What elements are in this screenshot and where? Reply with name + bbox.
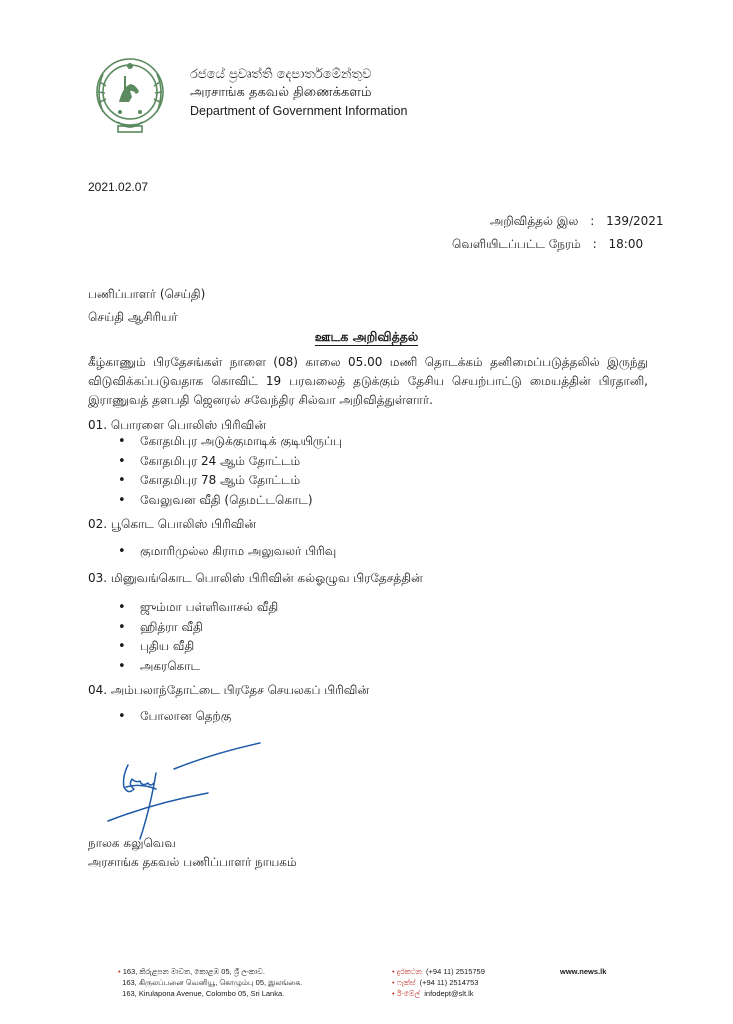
- list-item: • புதிய வீதி: [118, 637, 278, 657]
- release-time-label: வெளியிடப்பட்ட நேரம்: [452, 237, 581, 251]
- footer-contacts: • දුරකථන (+94 11) 2515759 • ෆැක්ස් (+94 11) 2514753 • ඊ-මේල් infodept@slt.lk: [392, 967, 485, 998]
- list-item: • அகரகொட: [118, 657, 278, 677]
- section-3-heading: 03. மினுவங்கொட பொலிஸ் பிரிவின் கல்ஓழுவ பிரதேசத்தின்: [88, 571, 423, 585]
- email-label: ඊ-මේල්: [396, 989, 421, 998]
- list-item: • ஜும்மா பள்ளிவாசல் வீதி: [118, 598, 278, 618]
- fax-number: (+94 11) 2514753: [419, 978, 479, 987]
- letterhead-tamil: அரசாங்க தகவல் திணைக்களம்: [190, 85, 372, 100]
- release-number-label: அறிவித்தல் இல: [490, 214, 579, 228]
- document-date: 2021.02.07: [88, 180, 149, 194]
- footer-address-english: 163, Kirulapona Avenue, Colombo 05, Sri Lanka.: [122, 989, 285, 998]
- footer-address: • 163, කිරුළපන මාවත, කොළඹ 05, ශ්‍රී ලංකාව. 163, கிருலப்பனை வெனியூ, கொழும்பு 05, இலங்கை. 163, Kirulapona Avenue, Colombo 05, Sri Lanka.: [118, 967, 303, 998]
- section-2-heading: 02. பூகொட பொலிஸ் பிரிவின்: [88, 517, 257, 531]
- intro-paragraph: கீழ்காணும் பிரதேசங்கள் நாளை (08) காலை 05.00 மணி தொடக்கம் தனிமைப்படுத்தலில் இருந்து விடுவிக்கப்படுவதாக கொவிட் 19 பரவலைத் தடுக்கும் தேசிய செயற்பாட்டு மையத்தின் பிரதானி, இராணுவத் தளபதி ஜெனரல் சவேந்திர சில்வா அறிவித்துள்ளார்.: [88, 355, 648, 407]
- list-item: • கோதமிபுர 78 ஆம் தோட்டம்: [118, 471, 342, 491]
- release-number-value: 139/2021: [606, 214, 664, 228]
- release-time-value: 18:00: [608, 237, 644, 251]
- section-4-list: [118, 707, 231, 727]
- page-title: ஊடக அறிவித்தல்: [314, 329, 419, 344]
- letterhead-sinhala: රජයේ ප්‍රවෘත්ති දෙපාර්තමේන්තුව: [190, 67, 372, 82]
- section-4-heading: 04. அம்பலாந்தோட்டை பிரதேச செயலகப் பிரிவின்: [88, 683, 370, 697]
- list-item: • வேலுவன வீதி (தெமட்டகொட): [118, 491, 342, 511]
- list-item: • ஹித்ரா வீதி: [118, 618, 278, 638]
- section-3-list: [118, 598, 278, 676]
- list-item: • குமாரிமுல்ல கிராம அலுவலர் பிரிவு: [118, 542, 336, 562]
- release-time-line: வெளியிடப்பட்ட நேரம் : 18:00: [452, 237, 644, 251]
- email-address[interactable]: infodept@slt.lk: [424, 989, 474, 998]
- letterhead-english: Department of Government Information: [190, 104, 408, 118]
- list-item: • போலான தெற்கு: [118, 707, 231, 727]
- footer-website[interactable]: www.news.lk: [560, 967, 607, 976]
- section-1-heading: 01. பொரளை பொலிஸ் பிரிவின்: [88, 418, 266, 432]
- signatory-title: அரசாங்க தகவல் பணிப்பாளர் நாயகம்: [88, 855, 297, 869]
- phone-number: (+94 11) 2515759: [426, 967, 485, 976]
- footer-address-tamil: 163, கிருலப்பனை வெனியூ, கொழும்பு 05, இலங்கை.: [122, 978, 303, 987]
- list-item: • கோதமிபுர அடுக்குமாடிக் குடியிருப்பு: [118, 432, 342, 452]
- section-1-list: [118, 432, 342, 510]
- fax-label: ෆැක්ස්: [396, 978, 416, 987]
- recipient-director: பணிப்பாளர் (செய்தி): [88, 287, 206, 301]
- footer-address-sinhala: 163, කිරුළපන මාවත, කොළඹ 05, ශ්‍රී ලංකාව.: [122, 967, 265, 976]
- signatory-name: நாலக கலுவெவ: [88, 836, 176, 850]
- list-item: • கோதமிபுர 24 ஆம் தோட்டம்: [118, 452, 342, 472]
- government-emblem-icon: [88, 52, 172, 136]
- section-2-list: [118, 542, 336, 562]
- handwritten-signature: [86, 735, 326, 845]
- phone-label: දුරකථන: [396, 967, 422, 976]
- release-number-line: அறிவித்தல் இல : 139/2021: [490, 214, 664, 228]
- recipient-editor: செய்தி ஆசிரியர்: [88, 310, 178, 324]
